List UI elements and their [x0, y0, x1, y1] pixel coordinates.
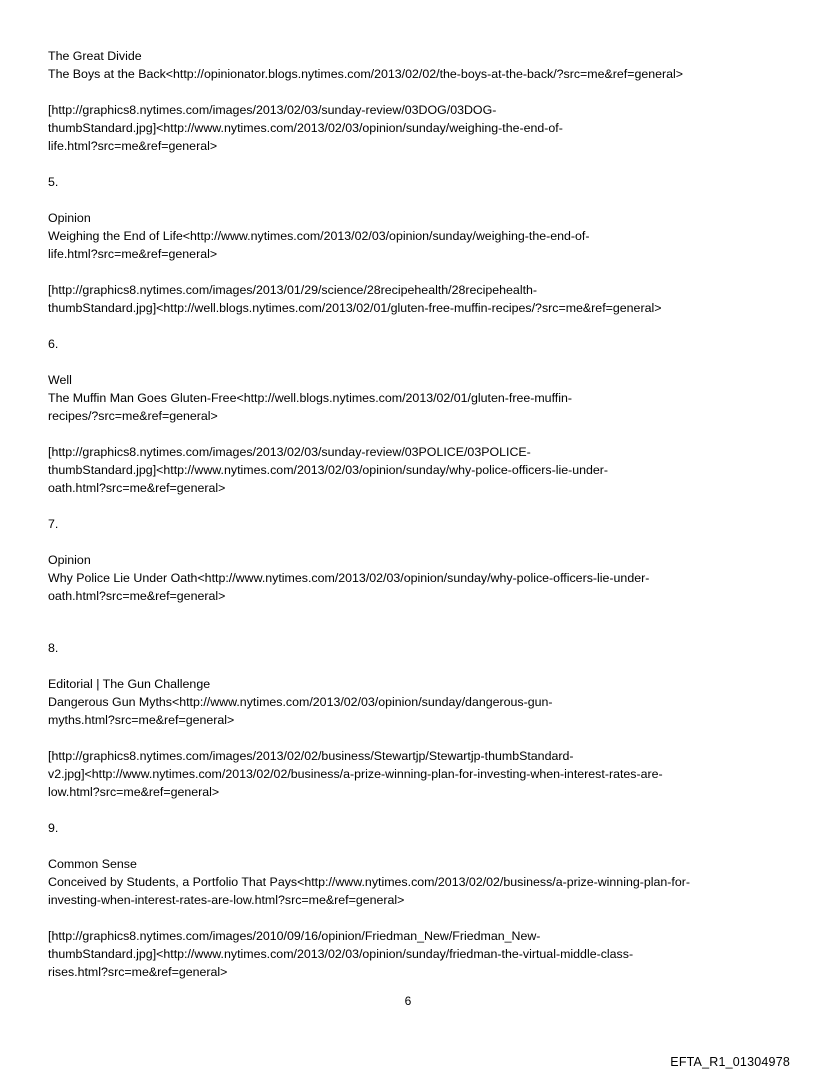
spacer	[48, 657, 788, 675]
item-number: 8.	[48, 641, 59, 655]
article-link[interactable]: myths.html?src=me&ref=general>	[48, 713, 235, 727]
bates-number: EFTA_R1_01304978	[670, 1055, 790, 1069]
image-link[interactable]: thumbStandard.jpg]<http://www.nytimes.com/2013/02/03/opinion/sunday/friedman-the-virtual-middle-class-	[48, 947, 634, 961]
item-number: 5.	[48, 175, 59, 189]
spacer	[48, 909, 788, 927]
section-heading: Editorial | The Gun Challenge	[48, 677, 211, 691]
article-link[interactable]: investing-when-interest-rates-are-low.html?src=me&ref=general>	[48, 893, 405, 907]
spacer	[48, 497, 788, 515]
spacer	[48, 317, 788, 335]
article-link[interactable]: Conceived by Students, a Portfolio That Pays<http://www.nytimes.com/2013/02/02/business/a-prize-winning-plan-for-	[48, 875, 691, 889]
image-link[interactable]: low.html?src=me&ref=general>	[48, 785, 220, 799]
article-link[interactable]: Dangerous Gun Myths<http://www.nytimes.com/2013/02/03/opinion/sunday/dangerous-gun-	[48, 695, 553, 709]
item-number: 7.	[48, 517, 59, 531]
spacer	[48, 533, 788, 551]
article-link[interactable]: oath.html?src=me&ref=general>	[48, 589, 226, 603]
section-heading: Well	[48, 373, 72, 387]
spacer	[48, 605, 788, 639]
image-link[interactable]: [http://graphics8.nytimes.com/images/2013/01/29/science/28recipehealth/28recipehealth-	[48, 283, 538, 297]
section-heading: Opinion	[48, 553, 91, 567]
image-link[interactable]: [http://graphics8.nytimes.com/images/2013/02/02/business/Stewartjp/Stewartjp-thumbStandard-	[48, 749, 574, 763]
spacer	[48, 83, 788, 101]
spacer	[48, 837, 788, 855]
document-body	[48, 47, 788, 981]
spacer	[48, 191, 788, 209]
section-heading: The Great Divide	[48, 49, 142, 63]
section-heading: Opinion	[48, 211, 91, 225]
article-link[interactable]: Why Police Lie Under Oath<http://www.nytimes.com/2013/02/03/opinion/sunday/why-police-officers-lie-under-	[48, 571, 650, 585]
image-link[interactable]: rises.html?src=me&ref=general>	[48, 965, 228, 979]
spacer	[48, 155, 788, 173]
image-link[interactable]: thumbStandard.jpg]<http://www.nytimes.com/2013/02/03/opinion/sunday/why-police-officers-lie-under-	[48, 463, 609, 477]
article-link[interactable]: life.html?src=me&ref=general>	[48, 247, 218, 261]
image-link[interactable]: [http://graphics8.nytimes.com/images/2013/02/03/sunday-review/03POLICE/03POLICE-	[48, 445, 531, 459]
item-number: 6.	[48, 337, 59, 351]
image-link[interactable]: [http://graphics8.nytimes.com/images/2013/02/03/sunday-review/03DOG/03DOG-	[48, 103, 497, 117]
article-link[interactable]: Weighing the End of Life<http://www.nytimes.com/2013/02/03/opinion/sunday/weighing-the-end-of-	[48, 229, 590, 243]
spacer	[48, 263, 788, 281]
item-number: 9.	[48, 821, 59, 835]
image-link[interactable]: v2.jpg]<http://www.nytimes.com/2013/02/02/business/a-prize-winning-plan-for-investing-when-interest-rates-are-	[48, 767, 663, 781]
section-heading: Common Sense	[48, 857, 137, 871]
spacer	[48, 425, 788, 443]
image-link[interactable]: oath.html?src=me&ref=general>	[48, 481, 226, 495]
image-link[interactable]: thumbStandard.jpg]<http://www.nytimes.com/2013/02/03/opinion/sunday/weighing-the-end-of-	[48, 121, 563, 135]
image-link[interactable]: [http://graphics8.nytimes.com/images/2010/09/16/opinion/Friedman_New/Friedman_New-	[48, 929, 541, 943]
spacer	[48, 353, 788, 371]
spacer	[48, 801, 788, 819]
article-link[interactable]: recipes/?src=me&ref=general>	[48, 409, 218, 423]
page-number: 6	[404, 994, 412, 1008]
spacer	[48, 729, 788, 747]
article-link[interactable]: The Boys at the Back<http://opinionator.blogs.nytimes.com/2013/02/02/the-boys-at-the-back/?src=me&ref=general>	[48, 67, 684, 81]
article-link[interactable]: The Muffin Man Goes Gluten-Free<http://well.blogs.nytimes.com/2013/02/01/gluten-free-muffin-	[48, 391, 572, 405]
image-link[interactable]: life.html?src=me&ref=general>	[48, 139, 218, 153]
image-link[interactable]: thumbStandard.jpg]<http://well.blogs.nytimes.com/2013/02/01/gluten-free-muffin-recipes/?src=me&ref=general>	[48, 301, 662, 315]
